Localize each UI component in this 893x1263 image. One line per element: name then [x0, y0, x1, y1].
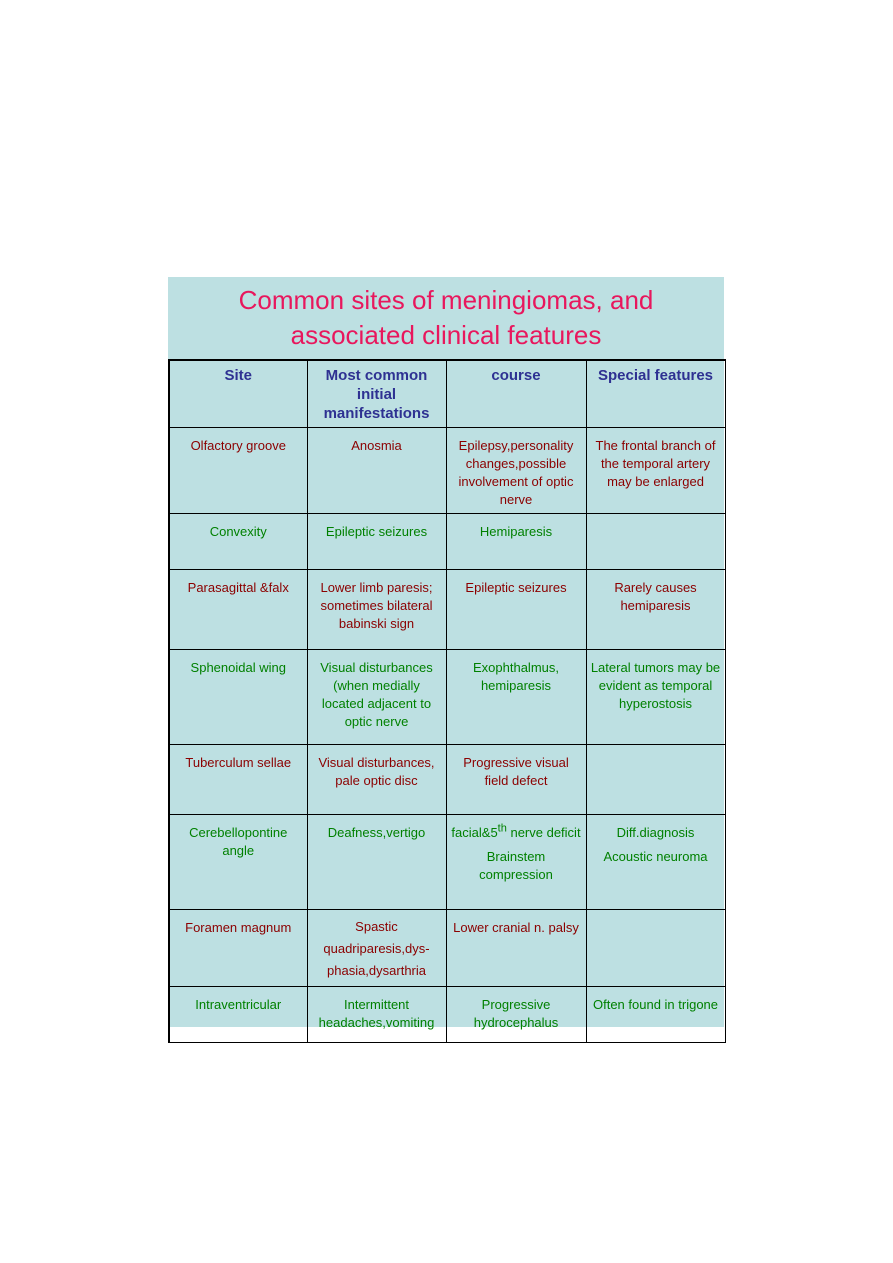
course-part-1: facial&5	[451, 825, 498, 840]
title-line-1: Common sites of meningiomas, and	[238, 285, 654, 315]
cell-special-features	[586, 815, 725, 910]
cell-course: Exophthalmus, hemiparesis	[446, 650, 586, 745]
table-row	[169, 570, 725, 650]
table-row	[169, 428, 725, 514]
cell-site: Olfactory groove	[169, 428, 307, 514]
cell-site: Intraventricular	[169, 987, 307, 1043]
cell-site: Convexity	[169, 514, 307, 570]
course-part-2: nerve deficit	[506, 825, 581, 840]
header-course: course	[446, 360, 586, 428]
cell-site: Cerebellopontine angle	[169, 815, 307, 910]
cell-special-features: Often found in trigone	[586, 987, 725, 1043]
cell-manifestations: Anosmia	[307, 428, 446, 514]
cell-manifestations: Lower limb paresis; sometimes bilateral babinski sign	[307, 570, 446, 650]
cell-site: Parasagittal &falx	[169, 570, 307, 650]
cell-manifestations: Deafness,vertigo	[307, 815, 446, 910]
cell-special-features	[586, 514, 725, 570]
cell-special-features	[586, 745, 725, 815]
meningioma-table	[168, 359, 726, 1043]
slide-title	[168, 277, 724, 359]
table-row	[169, 650, 725, 745]
course-line-2: Brainstem compression	[479, 849, 553, 882]
special-line-1: Diff.diagnosis	[616, 825, 695, 840]
meningioma-table-wrapper	[168, 359, 724, 1043]
cell-special-features: The frontal branch of the temporal artery may be enlarged	[586, 428, 725, 514]
cell-manifestations: Epileptic seizures	[307, 514, 446, 570]
header-manifestations: Most common initial manifestations	[307, 360, 446, 428]
table-header-row	[169, 360, 725, 428]
cell-manifestations: Visual disturbances (when medially located adjacent to optic nerve	[307, 650, 446, 745]
course-superscript: th	[497, 822, 507, 835]
cell-special-features: Rarely causes hemiparesis	[586, 570, 725, 650]
course-line-1	[451, 824, 582, 842]
cell-manifestations: Spastic quadriparesis,dys-phasia,dysarthria	[307, 910, 446, 987]
cell-course: Epilepsy,personality changes,possible involvement of optic nerve	[446, 428, 586, 514]
table-row	[169, 815, 725, 910]
cell-special-features	[586, 910, 725, 987]
header-special-features: Special features	[586, 360, 725, 428]
cell-site: Foramen magnum	[169, 910, 307, 987]
title-line-2: associated clinical features	[290, 320, 602, 350]
slide	[168, 277, 724, 1030]
table-row	[169, 910, 725, 987]
cell-special-features: Lateral tumors may be evident as temporal hyperostosis	[586, 650, 725, 745]
cell-site: Sphenoidal wing	[169, 650, 307, 745]
cell-course: Hemiparesis	[446, 514, 586, 570]
header-site: Site	[169, 360, 307, 428]
cell-course: Epileptic seizures	[446, 570, 586, 650]
special-line-2: Acoustic neuroma	[603, 849, 708, 864]
table-row	[169, 745, 725, 815]
cell-course: Progressive hydrocephalus	[446, 987, 586, 1043]
cell-course: Progressive visual field defect	[446, 745, 586, 815]
table-row	[169, 987, 725, 1043]
cell-manifestations: Visual disturbances, pale optic disc	[307, 745, 446, 815]
table-row	[169, 514, 725, 570]
cell-course: Lower cranial n. palsy	[446, 910, 586, 987]
cell-course	[446, 815, 586, 910]
cell-site: Tuberculum sellae	[169, 745, 307, 815]
cell-manifestations: Intermittent headaches,vomiting	[307, 987, 446, 1043]
